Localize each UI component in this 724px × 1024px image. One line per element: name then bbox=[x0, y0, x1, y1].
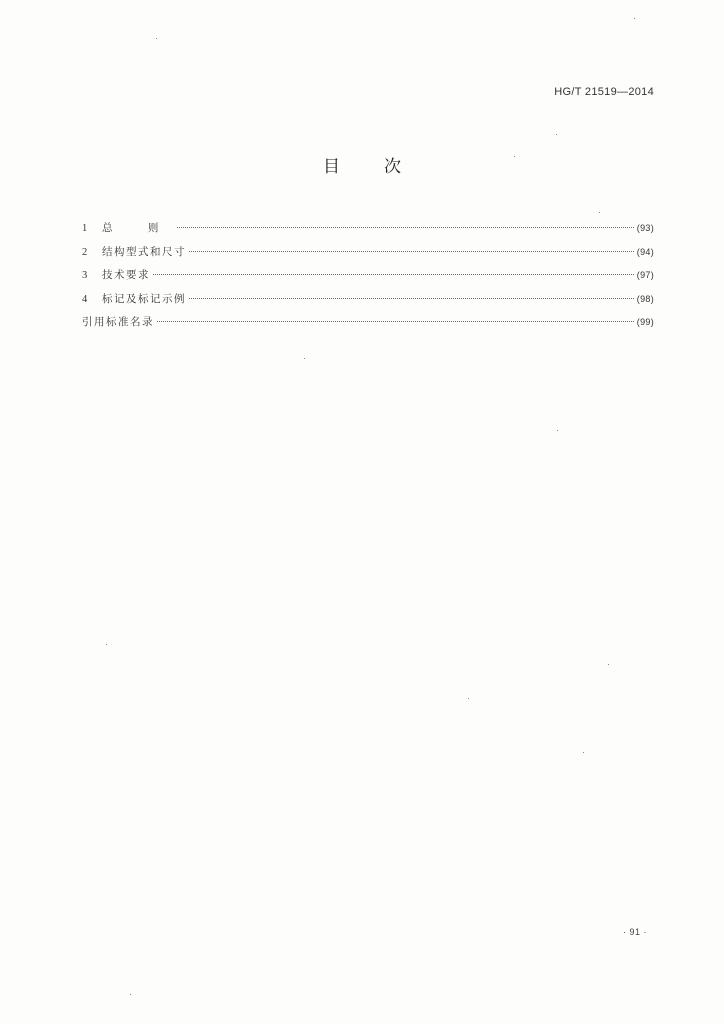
toc-entry-number: 3 bbox=[82, 270, 88, 281]
toc-entry-page: (98) bbox=[636, 293, 654, 304]
scan-speck bbox=[468, 698, 469, 699]
scan-speck bbox=[514, 156, 515, 157]
scan-speck bbox=[634, 18, 635, 19]
scan-speck bbox=[304, 358, 305, 359]
toc-entry-page: (97) bbox=[636, 270, 654, 280]
toc-title: 目次 bbox=[323, 157, 445, 177]
toc-leader-dots bbox=[177, 227, 633, 228]
page-number: · 91 · bbox=[622, 927, 647, 937]
standard-code: HG/T 21519—2014 bbox=[554, 86, 654, 98]
scan-speck bbox=[106, 644, 107, 645]
toc-entry-label: 标记及标记示例 bbox=[102, 292, 186, 305]
toc-leader-dots bbox=[157, 321, 634, 322]
toc-entry-technical[interactable] bbox=[82, 267, 654, 291]
toc-entry-references[interactable] bbox=[82, 314, 654, 338]
toc-entry-number: 1 bbox=[82, 223, 88, 234]
toc-entry-label: 引用标准名录 bbox=[82, 316, 154, 328]
scan-speck bbox=[583, 752, 584, 753]
toc-entry-page: (94) bbox=[636, 246, 654, 257]
scan-speck bbox=[608, 664, 609, 665]
toc-entry-general[interactable] bbox=[82, 220, 654, 244]
toc-entry-number: 4 bbox=[82, 293, 88, 305]
toc-entry-structure[interactable] bbox=[82, 244, 654, 268]
toc-entry-label: 总 则 bbox=[102, 222, 175, 234]
toc-entry-marking[interactable] bbox=[82, 291, 654, 315]
toc-leader-dots bbox=[189, 298, 634, 299]
scan-speck bbox=[557, 430, 558, 431]
scan-speck bbox=[556, 134, 557, 135]
toc-entry-page: (93) bbox=[636, 223, 654, 233]
scan-speck bbox=[130, 994, 131, 995]
scan-speck bbox=[156, 38, 157, 39]
toc-entry-number: 2 bbox=[82, 246, 88, 258]
scan-speck bbox=[599, 212, 600, 213]
toc-entry-page: (99) bbox=[636, 317, 654, 327]
toc-entry-label: 技术要求 bbox=[102, 269, 150, 281]
table-of-contents bbox=[82, 220, 654, 338]
toc-leader-dots bbox=[153, 274, 634, 275]
toc-leader-dots bbox=[189, 251, 634, 252]
toc-entry-label: 结构型式和尺寸 bbox=[102, 245, 186, 258]
